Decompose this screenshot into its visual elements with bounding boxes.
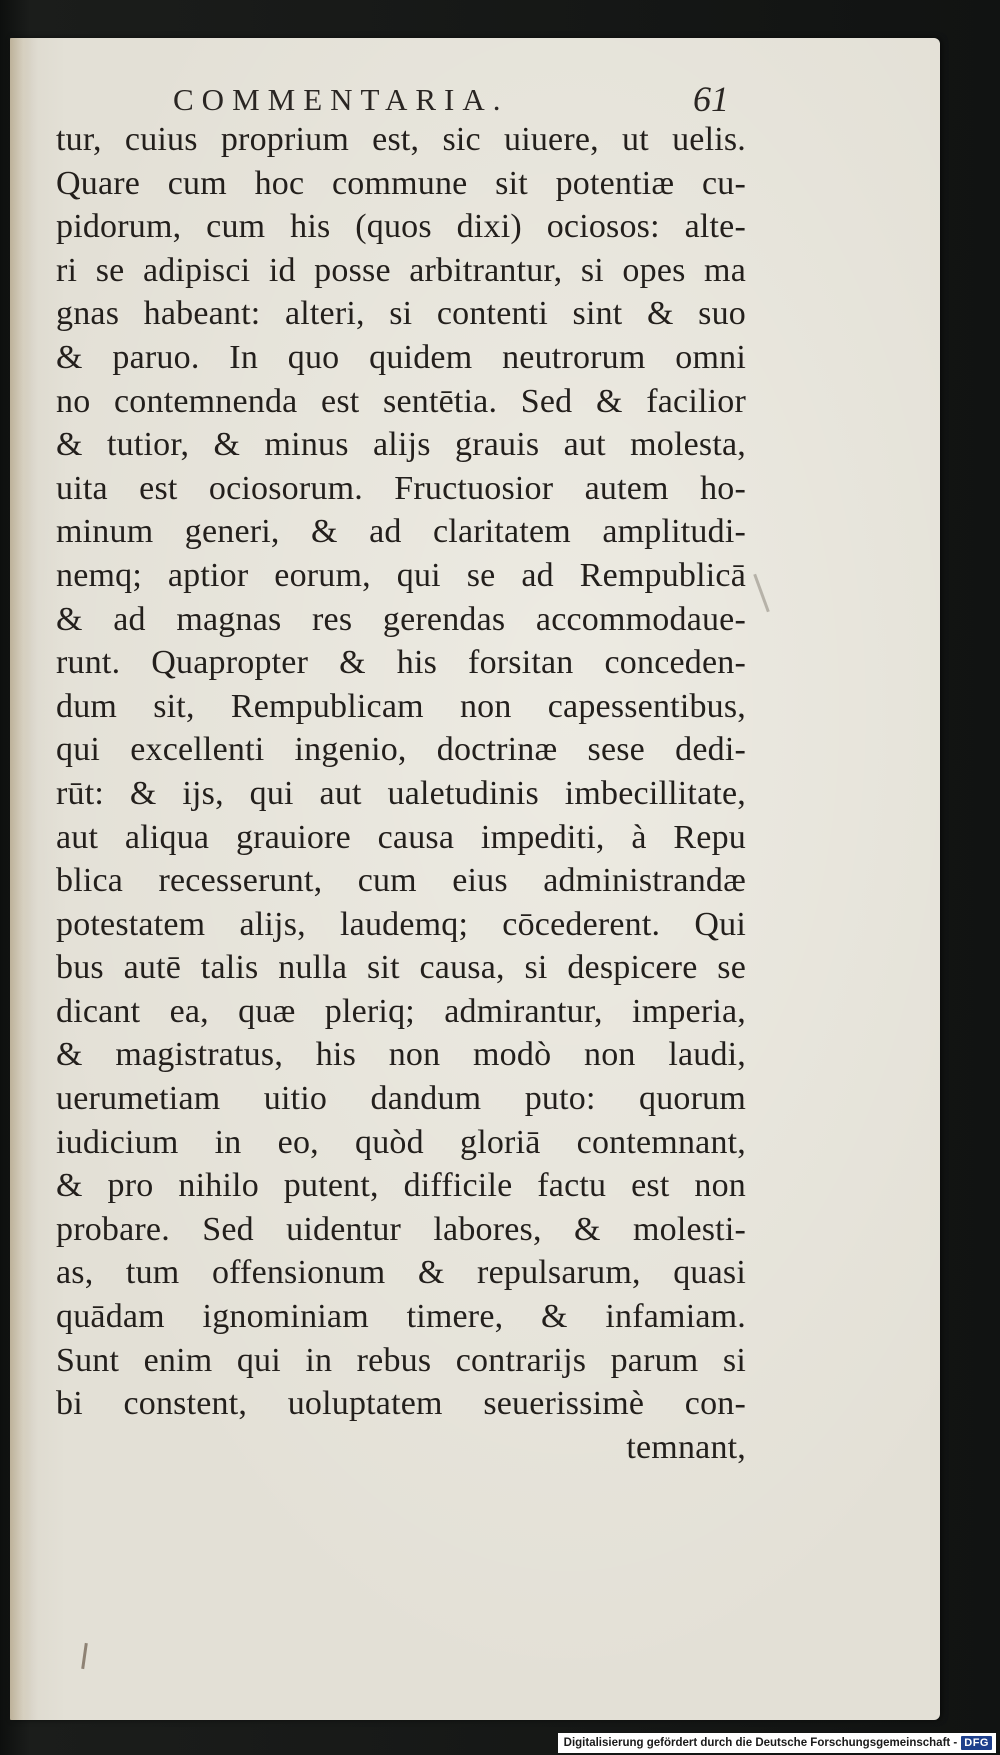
text-line: no contemnenda est sentētia. Sed & facilior — [56, 382, 746, 420]
text-line: & magistratus, his non modò non laudi, — [56, 1036, 746, 1074]
text-line: uita est ociosorum. Fructuosior autem ho- — [56, 469, 746, 507]
text-line: & paruo. In quo quidem neutrorum omni — [56, 338, 746, 376]
body-text — [56, 118, 746, 1469]
text-line: iudicium in eo, quòd gloriā contemnant, — [56, 1123, 746, 1161]
text-line: & pro nihilo putent, difficile factu est non — [56, 1167, 746, 1205]
text-line: uerumetiam uitio dandum puto: quorum — [56, 1080, 746, 1118]
text-line: Sunt enim qui in rebus contrarijs parum si — [56, 1341, 746, 1379]
text-line: aut aliqua grauiore causa impediti, à Repu — [56, 818, 746, 856]
text-line: pidorum, cum his (quos dixi) ociosos: alte- — [56, 208, 746, 246]
text-line: potestatem alijs, laudemq; cōcederent. Qui — [56, 905, 746, 943]
text-line: minum generi, & ad claritatem amplitudi- — [56, 513, 746, 551]
page-number: 61 — [693, 79, 729, 119]
text-line: probare. Sed uidentur labores, & molesti- — [56, 1210, 746, 1248]
text-line: dum sit, Rempublicam non capessentibus, — [56, 687, 746, 725]
text-line: Quare cum hoc commune sit potentiæ cu- — [56, 164, 746, 202]
text-line: qui excellenti ingenio, doctrinæ sese dedi- — [56, 731, 746, 769]
page-gutter-shadow — [10, 38, 32, 1720]
text-line: as, tum offensionum & repulsarum, quasi — [56, 1254, 746, 1292]
text-line: rūt: & ijs, qui aut ualetudinis imbecillitate, — [56, 774, 746, 812]
credit-text: Digitalisierung gefördert durch die Deutsche Forschungsgemeinschaft - — [563, 1737, 958, 1749]
text-line: & ad magnas res gerendas accommodaue- — [56, 600, 746, 638]
text-line: nemq; aptior eorum, qui se ad Rempublicā — [56, 556, 746, 594]
text-line: bi constent, uoluptatem seuerissimè con- — [56, 1385, 746, 1423]
digitization-credit-bar — [558, 1733, 996, 1753]
text-line: tur, cuius proprium est, sic uiuere, ut uelis. — [56, 121, 746, 158]
book-page — [10, 38, 940, 1720]
text-line: ri se adipisci id posse arbitrantur, si opes ma — [56, 251, 746, 289]
text-line: gnas habeant: alteri, si contenti sint & suo — [56, 295, 746, 333]
margin-pencil-mark — [81, 1643, 88, 1669]
ink-smudge — [753, 574, 769, 613]
running-head: COMMENTARIA. — [173, 82, 509, 117]
text-line: & tutior, & minus alijs grauis aut molesta, — [56, 426, 746, 464]
catchword: temnant, — [626, 1428, 746, 1466]
dfg-logo: DFG — [961, 1736, 992, 1750]
text-line: dicant ea, quæ pleriq; admirantur, imperia, — [56, 992, 746, 1030]
text-line: blica recesserunt, cum eius administrandæ — [56, 862, 746, 900]
text-line: quādam ignominiam timere, & infamiam. — [56, 1298, 746, 1336]
text-line: runt. Quapropter & his forsitan conceden- — [56, 644, 746, 682]
text-line: bus autē talis nulla sit causa, si despicere se — [56, 949, 746, 987]
